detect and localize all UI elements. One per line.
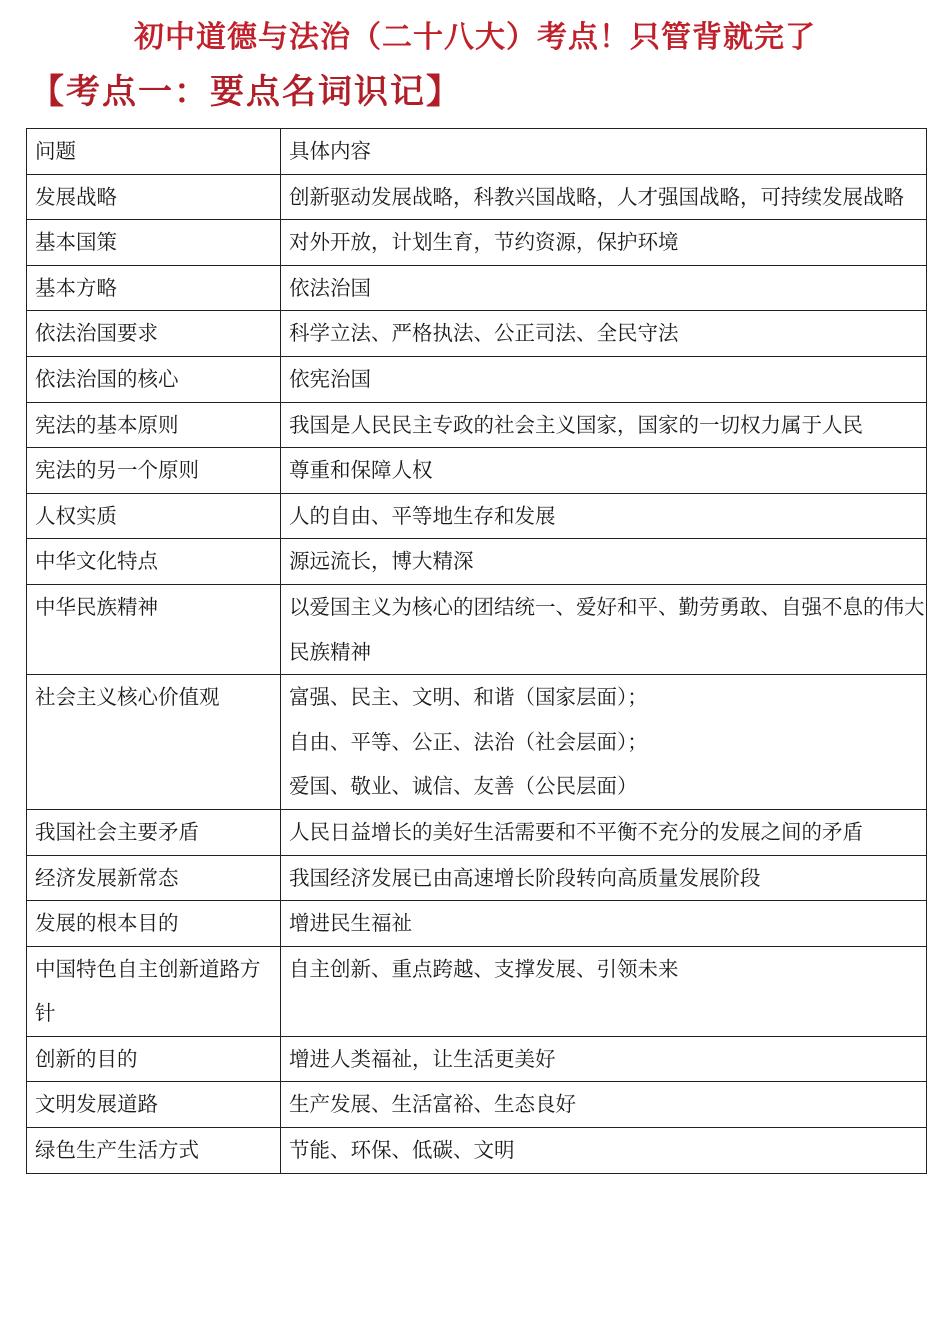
row-question: 我国社会主要矛盾 xyxy=(27,809,281,855)
row-question: 依法治国要求 xyxy=(27,311,281,357)
table-row xyxy=(27,901,927,947)
row-content: 增进人类福祉，让生活更美好 xyxy=(281,1036,927,1082)
table-row xyxy=(27,402,927,448)
row-content: 人民日益增长的美好生活需要和不平衡不充分的发展之间的矛盾 xyxy=(281,809,927,855)
row-question: 发展战略 xyxy=(27,174,281,220)
header-question: 问题 xyxy=(27,129,281,175)
table-row xyxy=(27,675,927,810)
table-row xyxy=(27,220,927,266)
row-content: 以爱国主义为核心的团结统一、爱好和平、勤劳勇敢、自强不息的伟大民族精神 xyxy=(281,584,927,674)
table-header-row xyxy=(27,129,927,175)
content-line: 爱国、敬业、诚信、友善（公民层面） xyxy=(289,774,638,799)
row-question: 创新的目的 xyxy=(27,1036,281,1082)
row-question: 依法治国的核心 xyxy=(27,356,281,402)
row-question: 基本方略 xyxy=(27,265,281,311)
row-question: 社会主义核心价值观 xyxy=(27,675,281,810)
row-content: 科学立法、严格执法、公正司法、全民守法 xyxy=(281,311,927,357)
table-row xyxy=(27,809,927,855)
row-content: 创新驱动发展战略，科教兴国战略，人才强国战略，可持续发展战略 xyxy=(281,174,927,220)
row-content: 依法治国 xyxy=(281,265,927,311)
row-content: 我国是人民民主专政的社会主义国家，国家的一切权力属于人民 xyxy=(281,402,927,448)
table-row xyxy=(27,539,927,585)
content-line: 富强、民主、文明、和谐（国家层面）； xyxy=(289,685,648,710)
table-row xyxy=(27,855,927,901)
document-title: 初中道德与法治（二十八大）考点！只管背就完了 xyxy=(134,20,816,55)
row-content: 对外开放，计划生育，节约资源，保护环境 xyxy=(281,220,927,266)
key-points-table xyxy=(26,128,927,1174)
table-row xyxy=(27,1082,927,1128)
row-content: 尊重和保障人权 xyxy=(281,448,927,494)
table-row xyxy=(27,265,927,311)
row-question: 中国特色自主创新道路方针 xyxy=(27,946,281,1036)
row-content: 自主创新、重点跨越、支撑发展、引领未来 xyxy=(281,946,927,1036)
row-question: 宪法的基本原则 xyxy=(27,402,281,448)
row-question: 发展的根本目的 xyxy=(27,901,281,947)
row-content: 我国经济发展已由高速增长阶段转向高质量发展阶段 xyxy=(281,855,927,901)
row-content: 依宪治国 xyxy=(281,356,927,402)
row-question: 人权实质 xyxy=(27,493,281,539)
content-line: 自由、平等、公正、法治（社会层面）； xyxy=(289,729,648,754)
table-row xyxy=(27,584,927,674)
table-row xyxy=(27,493,927,539)
row-question: 宪法的另一个原则 xyxy=(27,448,281,494)
table-row xyxy=(27,1036,927,1082)
row-question: 中华文化特点 xyxy=(27,539,281,585)
table-row xyxy=(27,356,927,402)
row-content: 增进民生福祉 xyxy=(281,901,927,947)
row-question: 基本国策 xyxy=(27,220,281,266)
row-content xyxy=(281,675,927,810)
table-row xyxy=(27,448,927,494)
row-content: 源远流长，博大精深 xyxy=(281,539,927,585)
table-row xyxy=(27,174,927,220)
section-heading: 【考点一：要点名词识记】 xyxy=(30,72,462,112)
row-content: 节能、环保、低碳、文明 xyxy=(281,1128,927,1174)
row-content: 人的自由、平等地生存和发展 xyxy=(281,493,927,539)
row-content: 生产发展、生活富裕、生态良好 xyxy=(281,1082,927,1128)
table-row xyxy=(27,311,927,357)
header-content: 具体内容 xyxy=(281,129,927,175)
row-question: 文明发展道路 xyxy=(27,1082,281,1128)
table-row xyxy=(27,946,927,1036)
row-question: 经济发展新常态 xyxy=(27,855,281,901)
table-row xyxy=(27,1128,927,1174)
row-question: 中华民族精神 xyxy=(27,584,281,674)
row-question: 绿色生产生活方式 xyxy=(27,1128,281,1174)
